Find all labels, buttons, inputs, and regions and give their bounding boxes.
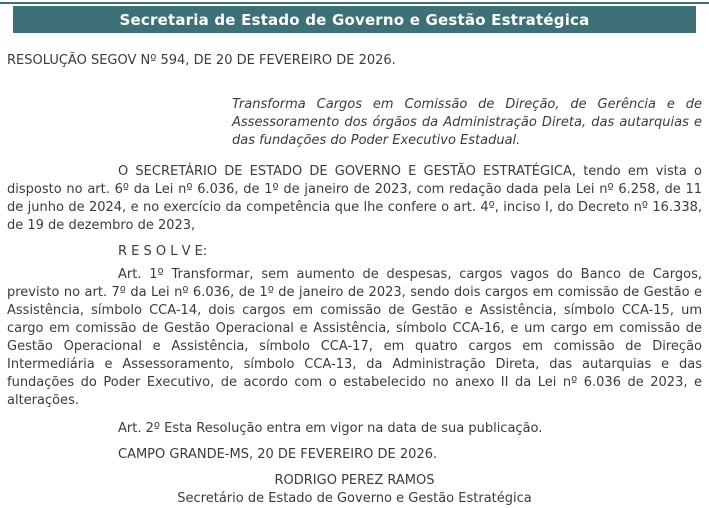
signature-role: Secretário de Estado de Governo e Gestão Estratégica bbox=[177, 491, 532, 506]
article-2-paragraph: Art. 2º Esta Resolução entra em vigor na data de sua publicação. bbox=[118, 421, 543, 436]
resolution-heading: RESOLUÇÃO SEGOV Nº 594, DE 20 DE FEVEREIRO DE 2026. bbox=[7, 53, 396, 68]
ementa-summary: Transforma Cargos em Comissão de Direção, de Gerência e de Assessoramento dos órgãos da Administração Direta, das autarquias e das fundações do Poder Executivo Estadual. bbox=[232, 97, 702, 148]
article-1-paragraph: Art. 1º Transformar, sem aumento de despesas, cargos vagos do Banco de Cargos, previsto no art. 7º da Lei nº 6.036, de 1º de janeiro de 2023, sendo dois cargos em comissão de Gestão e Assistência, símbolo CCA-14, dois cargos em comissão de Gestão e Assistência, símbolo CCA-15, um cargo em comissão de Gestão Operacional e Assistência, símbolo CCA-16, e um cargo em comissão de Gestão Operacional e Assistência, símbolo CCA-17, em quatro cargos em comissão de Direção Intermediária e Assessoramento, símbolo CCA-13, da Administração Direta, das autarquias e das fundações do Poder Executivo, de acordo com o estabelecido no anexo II da Lei nº 6.036 de 2023, e alterações. bbox=[7, 267, 702, 408]
header-banner bbox=[13, 6, 696, 33]
top-divider bbox=[0, 2, 709, 4]
document-body bbox=[0, 52, 709, 508]
preamble-paragraph: O SECRETÁRIO DE ESTADO DE GOVERNO E GESTÃO ESTRATÉGICA, tendo em vista o disposto no art. 6º da Lei nº 6.036, de 1º de janeiro de 2023, com redação dada pela Lei nº 6.258, de 11 de junho de 2024, e no exercício da competência que lhe confere o art. 4º, inciso I, do Decreto nº 16.338, de 19 de dezembro de 2023, bbox=[7, 164, 702, 233]
place-date-line: CAMPO GRANDE-MS, 20 DE FEVEREIRO DE 2026. bbox=[118, 447, 438, 462]
signature-name: RODRIGO PEREZ RAMOS bbox=[274, 473, 435, 488]
resolve-label: R E S O L V E: bbox=[118, 244, 208, 259]
resolution-document-page bbox=[0, 2, 709, 506]
agency-title: Secretaria de Estado de Governo e Gestão Estratégica bbox=[119, 10, 590, 29]
